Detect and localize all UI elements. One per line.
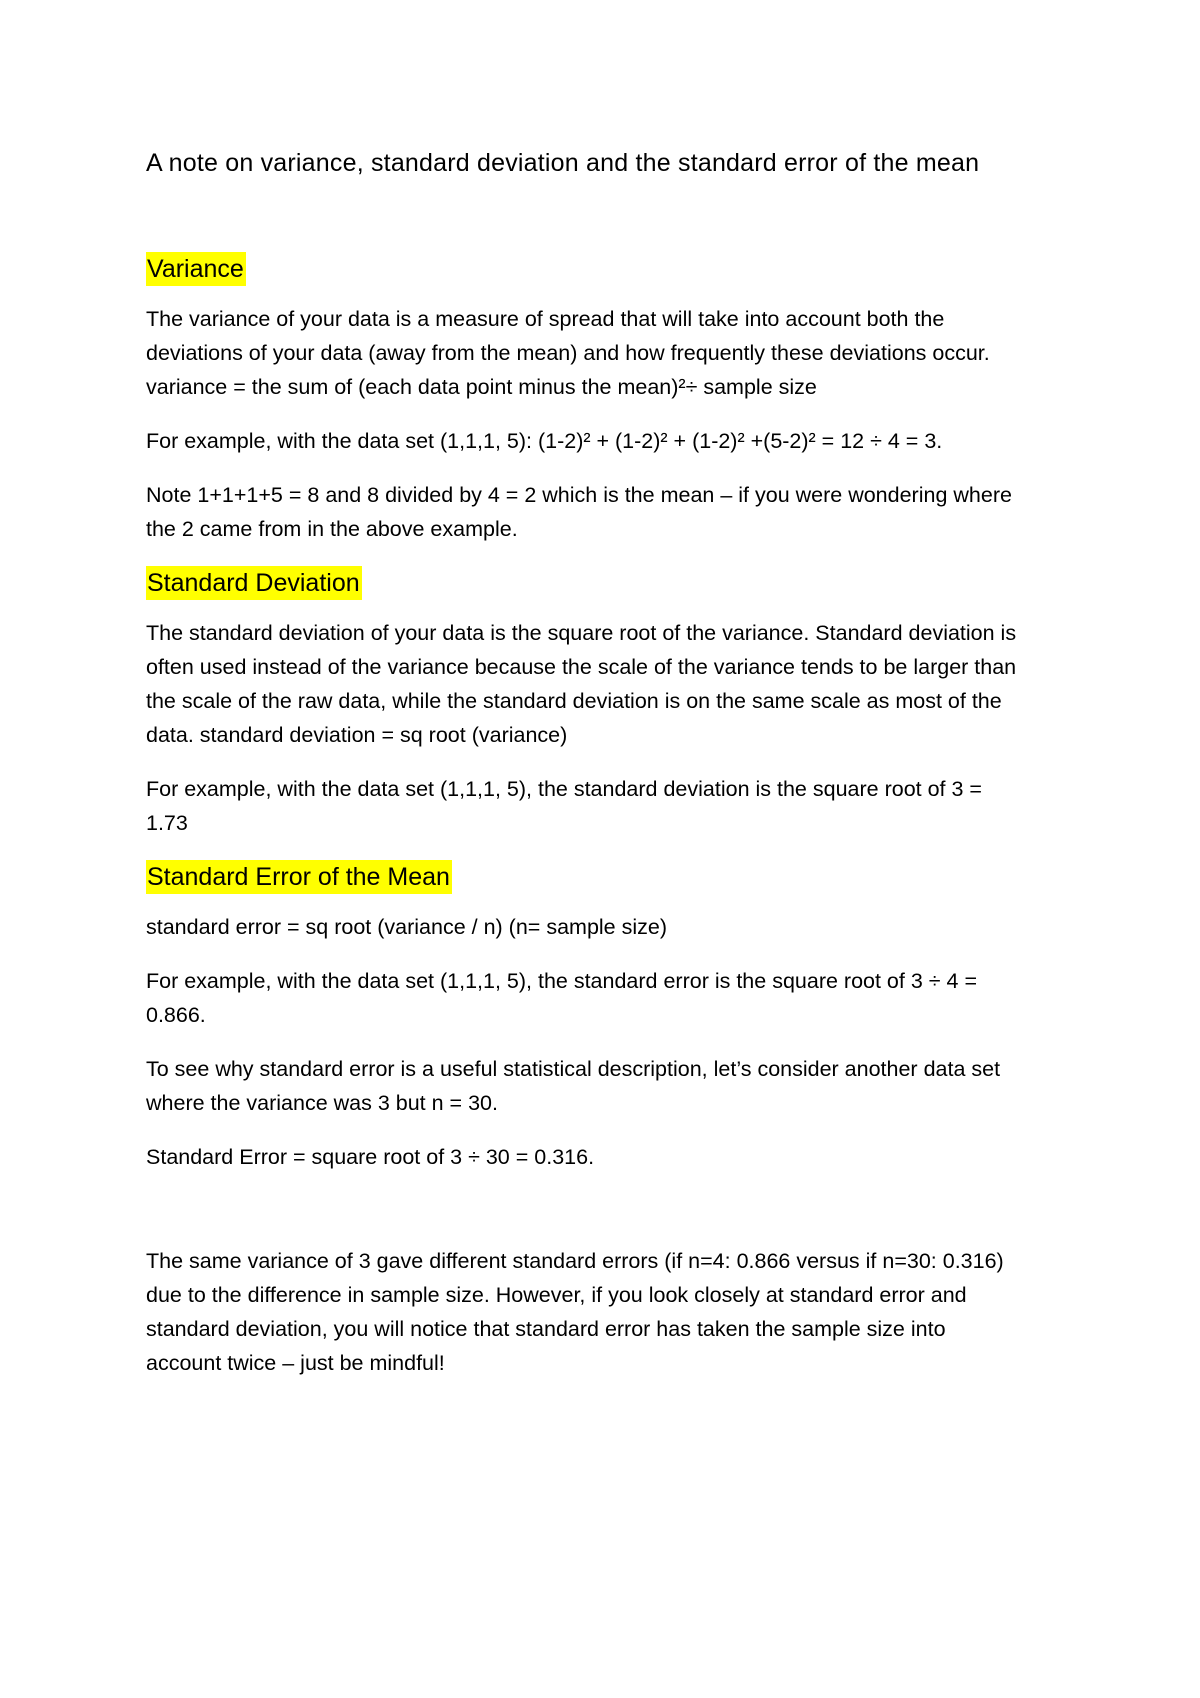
text-line: Note 1+1+1+5 = 8 and 8 divided by 4 = 2 which is the mean – if you were wondering where [146,483,1012,507]
text-line: standard deviation, you will notice that standard error has taken the sample size into [146,1317,946,1341]
heading-standard-error: Standard Error of the Mean [146,860,452,894]
text-line: For example, with the data set (1,1,1, 5), the standard error is the square root of 3 ÷ 4 = [146,969,978,993]
standard-deviation-definition [146,616,1076,752]
text-line: The standard deviation of your data is the square root of the variance. Standard deviation is [146,621,1017,645]
text-line: due to the difference in sample size. However, if you look closely at standard error and [146,1283,967,1307]
section-standard-deviation [146,566,1076,616]
standard-deviation-example [146,772,1076,840]
text-line: the scale of the raw data, while the standard deviation is on the same scale as most of the [146,689,1002,713]
standard-error-result [146,1140,1076,1174]
text-line: standard error = sq root (variance / n) (n= sample size) [146,915,667,939]
text-line: the 2 came from in the above example. [146,517,518,541]
variance-formula: variance = the sum of (each data point minus the mean)²÷ sample size [146,375,817,399]
text-line: For example, with the data set (1,1,1, 5): (1-2)² + (1-2)² + (1-2)² +(5-2)² = 12 ÷ 4 = 3. [146,429,943,453]
document-title: A note on variance, standard deviation and the standard error of the mean [146,149,980,177]
text-line: deviations of your data (away from the mean) and how frequently these deviations occur. [146,341,990,365]
variance-note [146,478,1076,546]
text-line: For example, with the data set (1,1,1, 5), the standard deviation is the square root of 3 = [146,777,982,801]
section-variance [146,252,1076,302]
standard-error-conclusion [146,1244,1076,1380]
standard-error-formula [146,910,1076,944]
text-line: where the variance was 3 but n = 30. [146,1091,498,1115]
standard-error-why [146,1052,1076,1120]
text-line: data. standard deviation = sq root (variance) [146,723,568,747]
standard-error-example [146,964,1076,1032]
text-line: To see why standard error is a useful statistical description, let’s consider another data set [146,1057,1001,1081]
text-line: Standard Error = square root of 3 ÷ 30 = 0.316. [146,1145,595,1169]
text-line: often used instead of the variance because the scale of the variance tends to be larger than [146,655,1017,679]
variance-definition [146,302,1076,404]
document-body [146,146,1076,1400]
heading-variance: Variance [146,252,246,286]
variance-example [146,424,1076,458]
section-standard-error [146,860,1076,910]
text-line: The variance of your data is a measure of spread that will take into account both the [146,307,945,331]
text-line: 0.866. [146,1003,206,1027]
text-line: The same variance of 3 gave different standard errors (if n=4: 0.866 versus if n=30: 0.316) [146,1249,1004,1273]
text-line: 1.73 [146,811,188,835]
text-line: account twice – just be mindful! [146,1351,445,1375]
heading-standard-deviation: Standard Deviation [146,566,362,600]
